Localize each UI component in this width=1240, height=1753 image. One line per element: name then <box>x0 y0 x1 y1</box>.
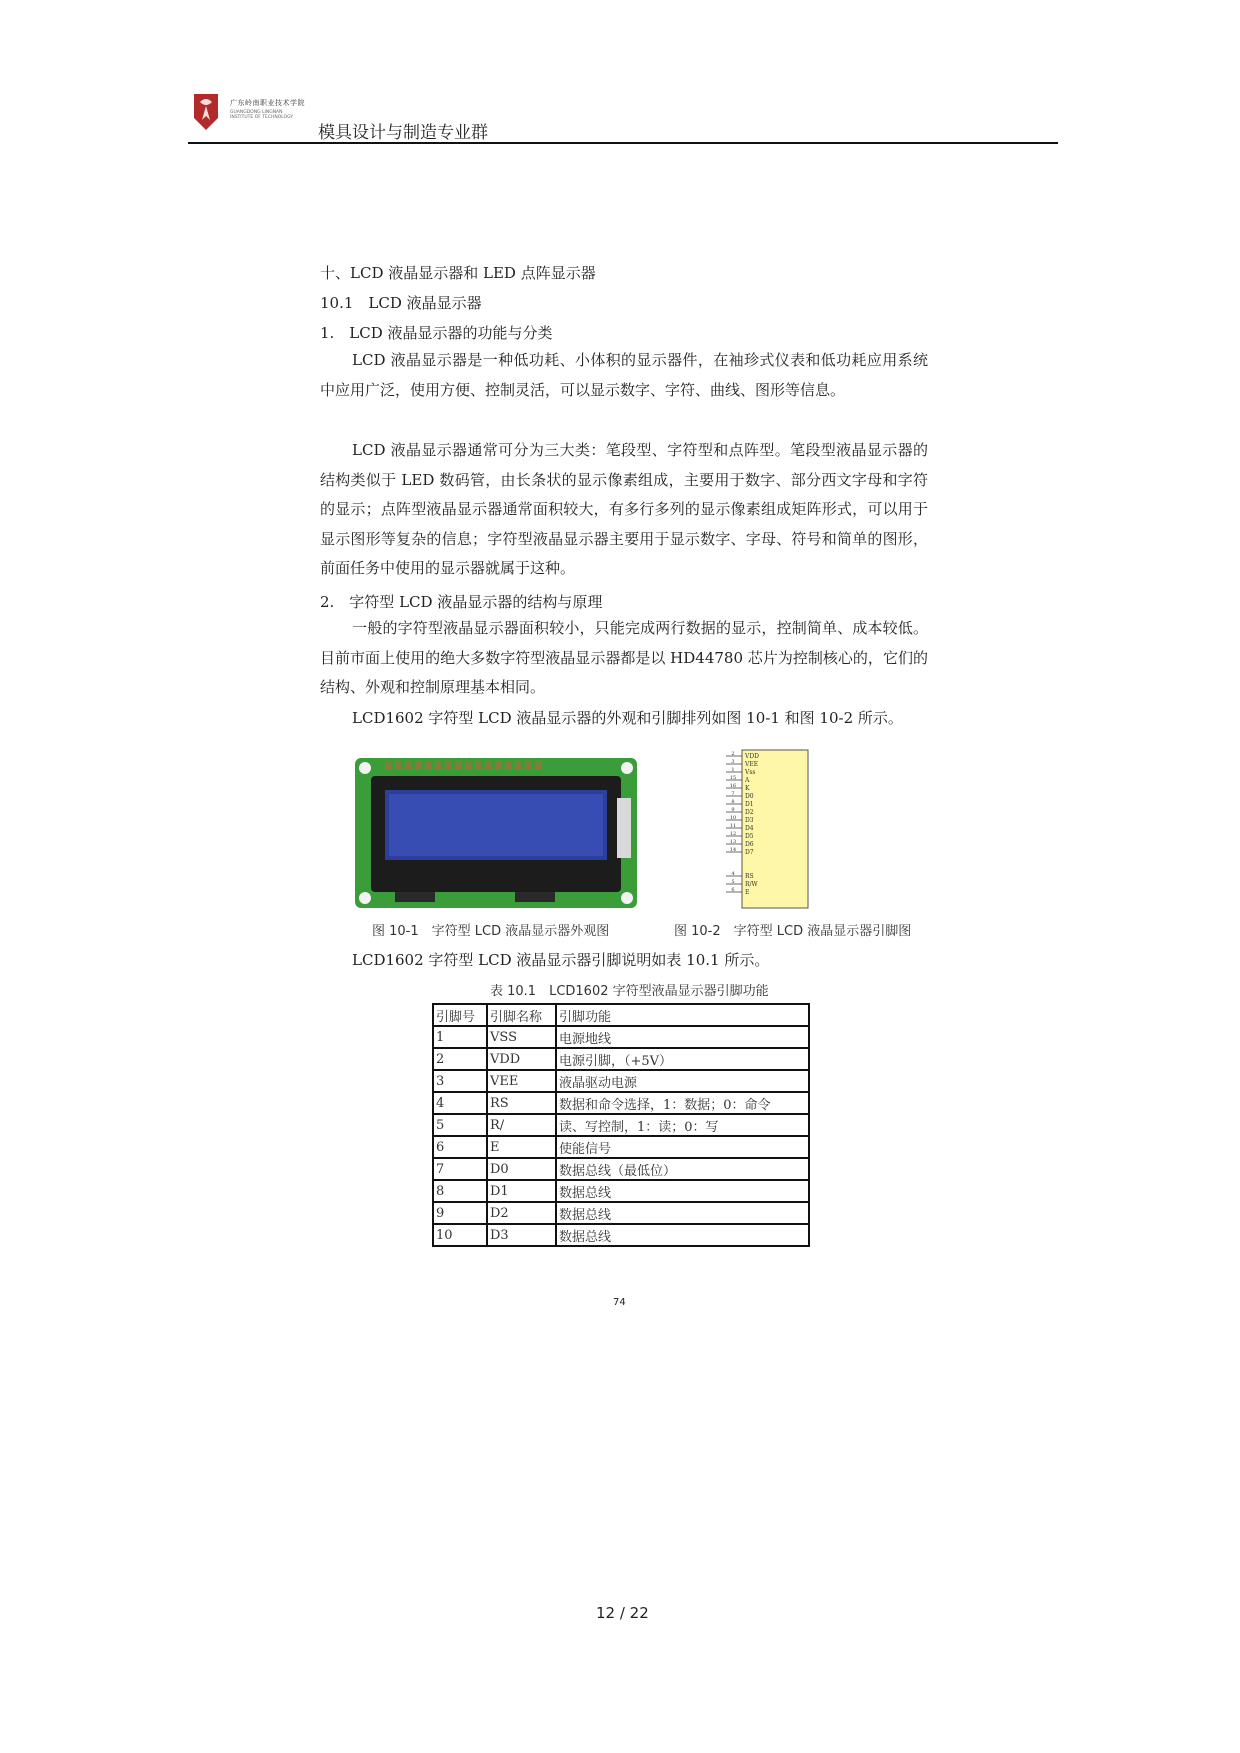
pin-number: 14 <box>729 847 737 853</box>
pin-number: 10 <box>729 815 737 821</box>
pin-number: 9 <box>731 807 735 813</box>
paragraph-4-text: LCD1602 字符型 LCD 液晶显示器的外观和引脚排列如图 10-1 和图 10-2 所示。 <box>352 709 903 727</box>
table-row <box>433 1048 809 1070</box>
paragraph-3-text: 一般的字符型液晶显示器面积较小，只能完成两行数据的显示，控制简单、成本较低。目前市面上使用的绝大多数字符型液晶显示器都是以 HD44780 芯片为控制核心的，它们的结构、外观和控制原理基本相同。 <box>320 619 928 697</box>
pin-number: 12 <box>729 831 737 837</box>
pin-name-label: RS <box>745 873 754 880</box>
paragraph-5-text: LCD1602 字符型 LCD 液晶显示器引脚说明如表 10.1 所示。 <box>352 951 770 969</box>
table-caption: 表 10.1 LCD1602 字符型液晶显示器引脚功能 <box>490 984 769 999</box>
table-row <box>433 1136 809 1158</box>
paragraph-4 <box>320 704 928 734</box>
paragraph-2-text: LCD 液晶显示器通常可分为三大类：笔段型、字符型和点阵型。笔段型液晶显示器的结构类似于 LED 数码管，由长条状的显示像素组成，主要用于数字、部分西文字母和字符的显示；点阵型液晶显示器通常面积较大，有多行多列的显示像素组成矩阵形式，可以用于显示图形等复杂的信息；字符型液晶显示器主要用于显示数字、字母、符号和简单的图形，前面任务中使用的显示器就属于这种。 <box>320 441 928 578</box>
pin-number: 7 <box>731 791 735 797</box>
table-row <box>433 1158 809 1180</box>
pin-no: 5 <box>433 1114 487 1136</box>
column-header-pin-function: 引脚功能 <box>556 1004 809 1026</box>
page-header <box>188 88 1058 144</box>
pin-name-label: D2 <box>745 809 754 816</box>
pin-no: 1 <box>433 1026 487 1048</box>
pin-function: 数据和命令选择，1：数据；0：命令 <box>556 1092 809 1114</box>
item1-title: 1. LCD 液晶显示器的功能与分类 <box>320 324 553 342</box>
pin-number: 13 <box>729 839 737 845</box>
item2-title: 2. 字符型 LCD 液晶显示器的结构与原理 <box>320 593 603 611</box>
figure-10-2-caption: 图 10-2 字符型 LCD 液晶显示器引脚图 <box>674 924 912 939</box>
paragraph-2 <box>320 436 928 584</box>
pin-function: 数据总线 <box>556 1224 809 1246</box>
table-row <box>433 1202 809 1224</box>
pin-name: D0 <box>487 1158 556 1180</box>
pin-number: 4 <box>731 871 735 877</box>
lcd-pin-diagram <box>720 748 810 910</box>
pin-function: 电源地线 <box>556 1026 809 1048</box>
pin-name-label: VDD <box>745 753 759 760</box>
inner-page-number: 74 <box>613 1297 626 1308</box>
school-name-en: GUANGDONG LINGNAN INSTITUTE OF TECHNOLOGY <box>230 110 294 120</box>
pin-name-label: E <box>745 889 750 896</box>
paragraph-3 <box>320 614 928 703</box>
table-header-row <box>433 1004 809 1026</box>
pin-no: 3 <box>433 1070 487 1092</box>
pin-name-label: D5 <box>745 833 754 840</box>
school-name <box>230 98 305 120</box>
table-row <box>433 1070 809 1092</box>
pin-function: 电源引脚，（+5V） <box>556 1048 809 1070</box>
table-row <box>433 1224 809 1246</box>
column-header-pin-no: 引脚号 <box>433 1004 487 1026</box>
pin-name: D1 <box>487 1180 556 1202</box>
pin-name-label: D3 <box>745 817 754 824</box>
pin-name: RS <box>487 1092 556 1114</box>
pin-function-table <box>432 1003 810 1247</box>
paragraph-5 <box>320 946 928 976</box>
figure-10-1-caption: 图 10-1 字符型 LCD 液晶显示器外观图 <box>372 924 610 939</box>
pin-name-label: R/W <box>745 881 758 888</box>
pin-name-label: D0 <box>745 793 754 800</box>
pin-number: 2 <box>731 751 735 757</box>
pin-name: D3 <box>487 1224 556 1246</box>
pin-name-label: Vss <box>745 769 756 776</box>
pin-name: D2 <box>487 1202 556 1224</box>
paragraph-1-text: LCD 液晶显示器是一种低功耗、小体积的显示器件，在袖珍式仪表和低功耗应用系统中应用广泛，使用方便、控制灵活，可以显示数字、字符、曲线、图形等信息。 <box>320 351 928 399</box>
paragraph-1 <box>320 346 928 405</box>
pin-name-label: D7 <box>745 849 754 856</box>
pin-number: 16 <box>729 783 737 789</box>
pin-function: 读、写控制，1：读；0：写 <box>556 1114 809 1136</box>
pin-name: R/ <box>487 1114 556 1136</box>
pin-name: VDD <box>487 1048 556 1070</box>
pin-no: 4 <box>433 1092 487 1114</box>
lcd-module-photo <box>355 758 637 908</box>
pin-name-label: D4 <box>745 825 754 832</box>
table-row <box>433 1092 809 1114</box>
pin-number: 6 <box>731 887 735 893</box>
pin-no: 8 <box>433 1180 487 1202</box>
pin-number: 5 <box>731 879 735 885</box>
pin-name-label: VEE <box>745 761 759 768</box>
pin-no: 6 <box>433 1136 487 1158</box>
pin-number: 15 <box>729 775 737 781</box>
pin-name-label: D1 <box>745 801 754 808</box>
pin-function: 数据总线（最低位） <box>556 1158 809 1180</box>
column-header-pin-name: 引脚名称 <box>487 1004 556 1026</box>
pin-no: 7 <box>433 1158 487 1180</box>
table-row <box>433 1180 809 1202</box>
section-title: 十、LCD 液晶显示器和 LED 点阵显示器 <box>320 264 596 282</box>
page-indicator: 12 / 22 <box>596 1604 649 1622</box>
pin-number: 8 <box>731 799 735 805</box>
school-logo-icon <box>192 92 220 132</box>
header-title: 模具设计与制造专业群 <box>318 123 488 143</box>
school-name-cn: 广东岭南职业技术学院 <box>230 99 305 107</box>
pin-no: 2 <box>433 1048 487 1070</box>
pin-function: 数据总线 <box>556 1180 809 1202</box>
table-row <box>433 1114 809 1136</box>
pin-number: 11 <box>729 823 737 829</box>
pin-name-label: K <box>745 785 750 792</box>
pin-name-label: D6 <box>745 841 754 848</box>
pin-name: E <box>487 1136 556 1158</box>
pin-no: 10 <box>433 1224 487 1246</box>
pin-function: 使能信号 <box>556 1136 809 1158</box>
pin-number: 3 <box>731 759 735 765</box>
pin-no: 9 <box>433 1202 487 1224</box>
table-row <box>433 1026 809 1048</box>
pin-name-label: A <box>745 777 750 784</box>
pin-function: 液晶驱动电源 <box>556 1070 809 1092</box>
header-divider <box>188 142 1058 144</box>
pin-name: VEE <box>487 1070 556 1092</box>
pin-name: VSS <box>487 1026 556 1048</box>
subsection-title: 10.1 LCD 液晶显示器 <box>320 294 482 312</box>
pin-number: 1 <box>731 767 735 773</box>
pin-function: 数据总线 <box>556 1202 809 1224</box>
